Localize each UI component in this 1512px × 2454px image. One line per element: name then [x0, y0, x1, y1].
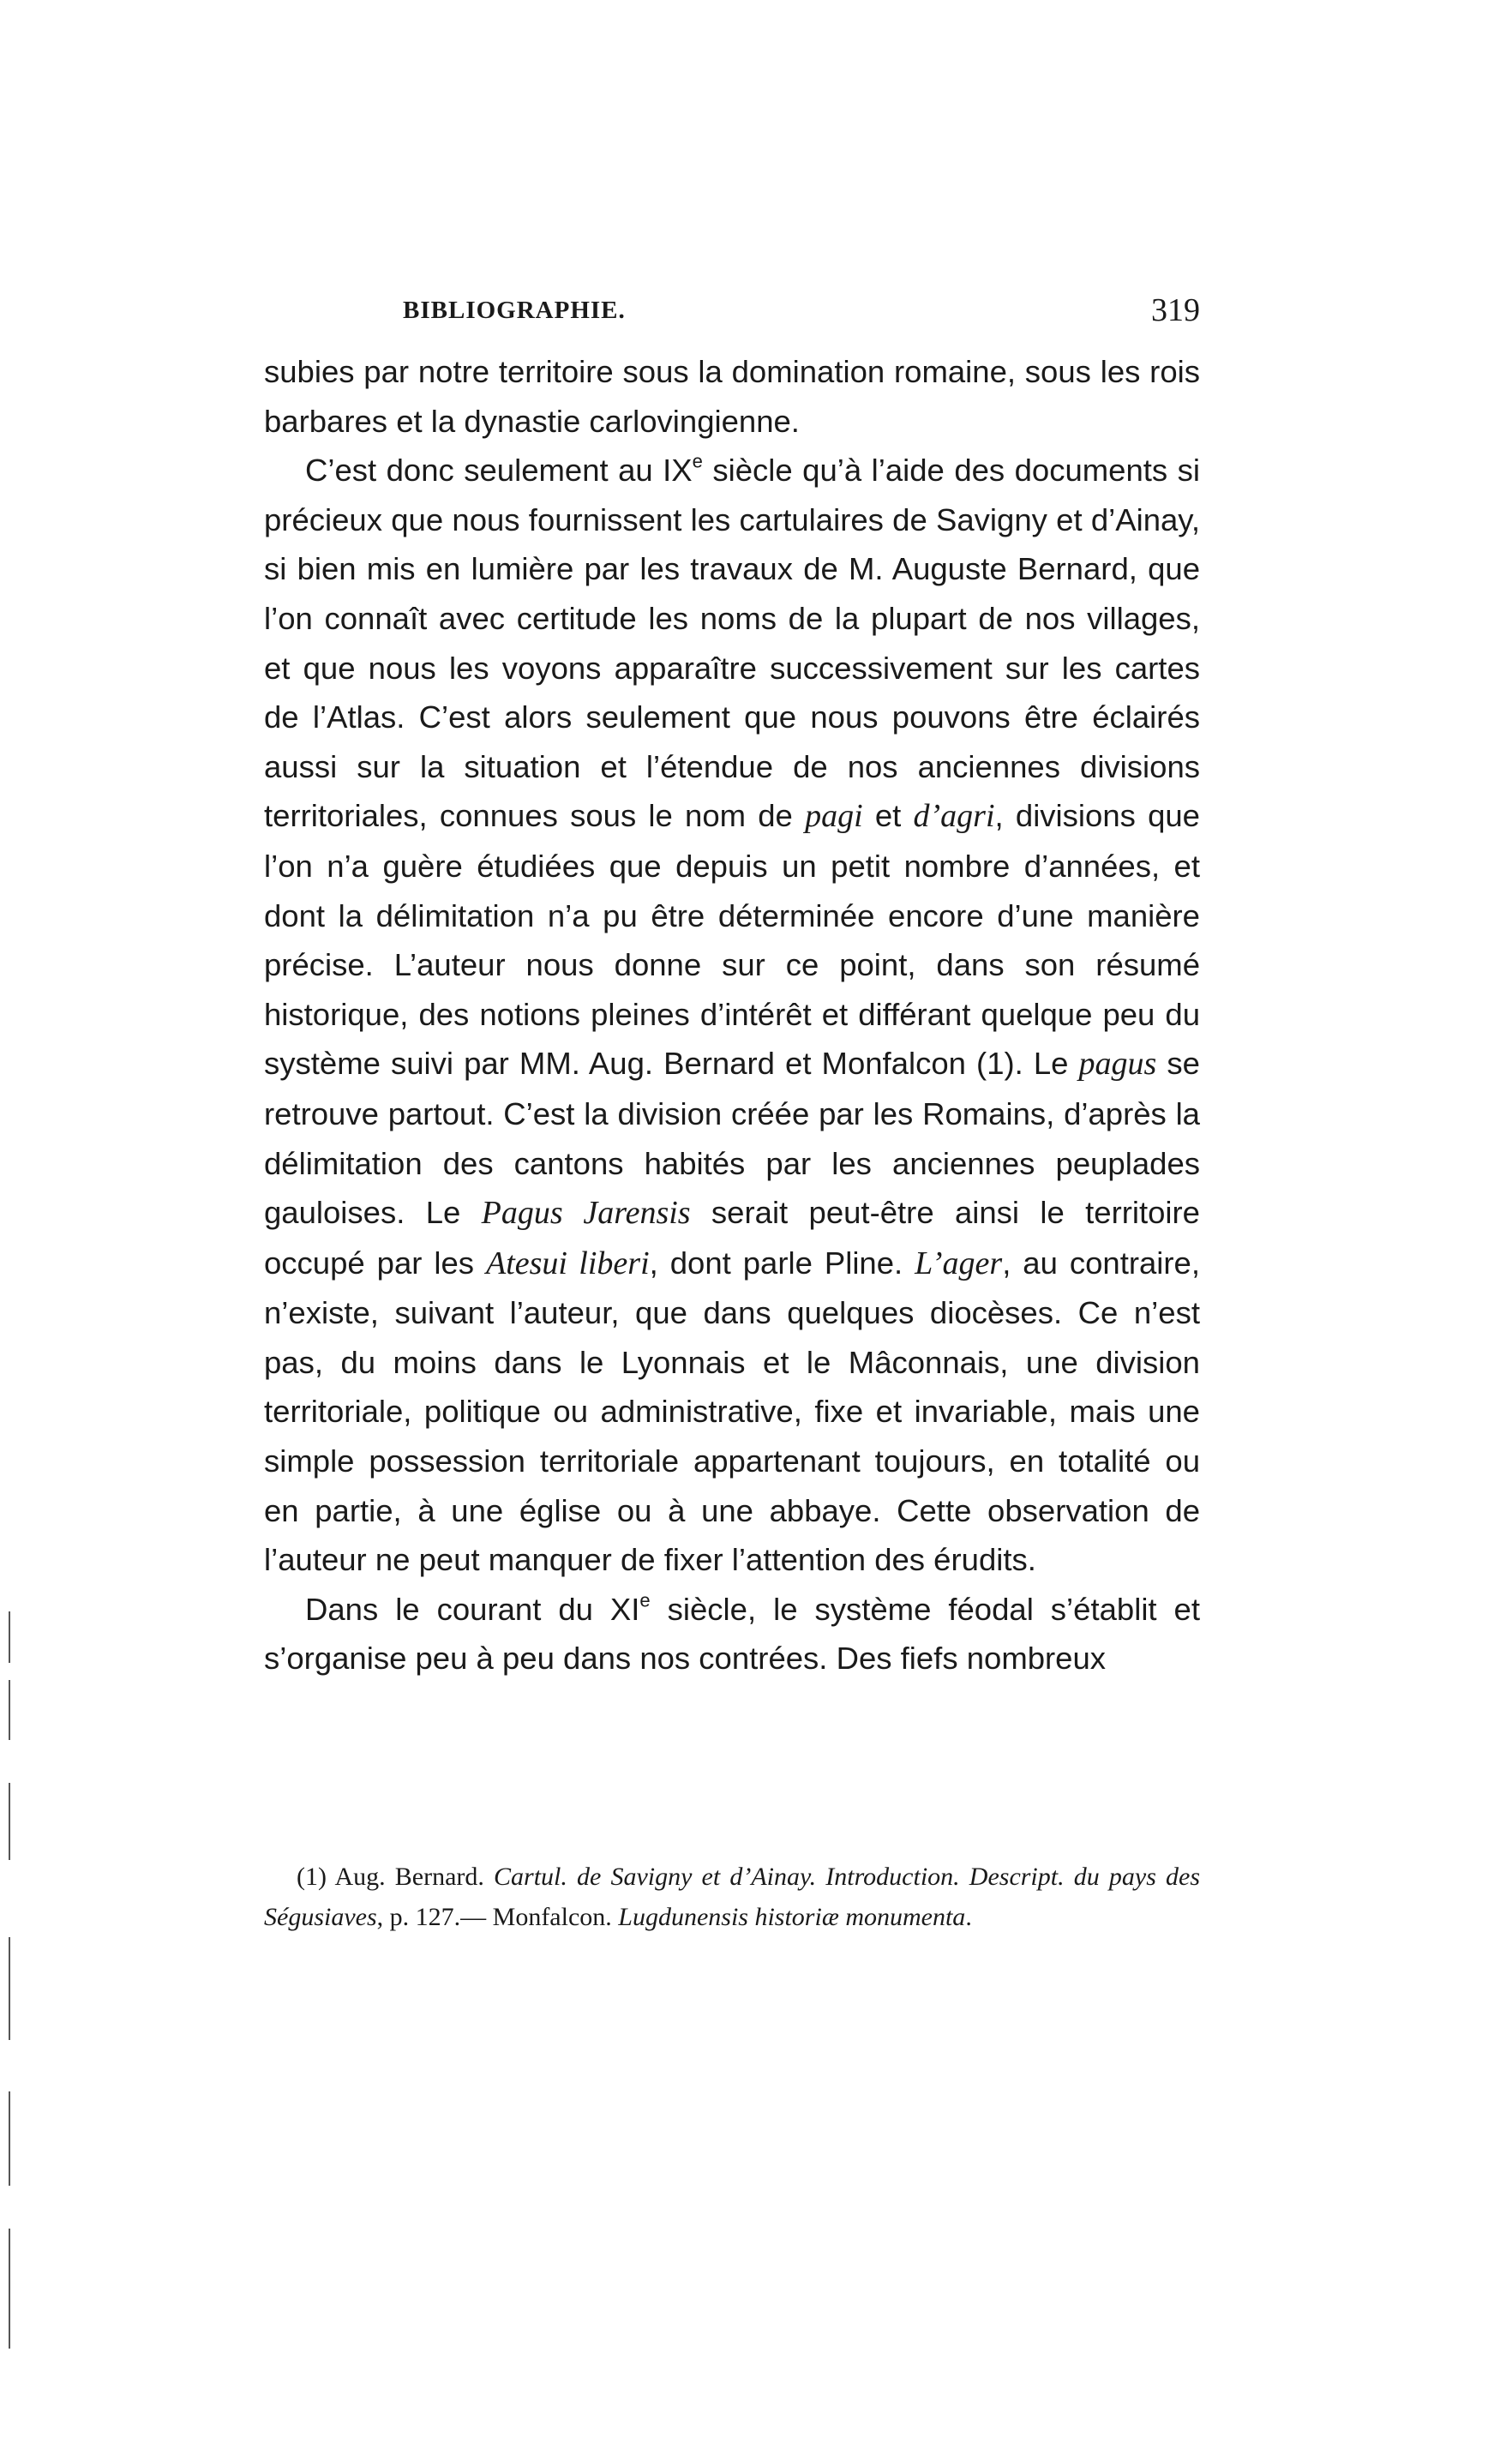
- page-number: 319: [1151, 292, 1200, 328]
- scan-artifact: [9, 2229, 10, 2349]
- scan-artifact: [9, 1611, 10, 1663]
- scan-artifact: [9, 1680, 10, 1740]
- italic-term: Pagus Jarensis: [481, 1195, 691, 1232]
- paragraph-3: Dans le courant du XIe siècle, le système féodal s’établit et s’organise peu à peu dans nos contrées. Des fiefs nombreux: [264, 1589, 1200, 1677]
- superscript: e: [639, 1589, 651, 1611]
- scan-artifact: [9, 1783, 10, 1860]
- running-head: [264, 292, 1200, 339]
- running-title: BIBLIOGRAPHIE.: [403, 297, 626, 324]
- italic-term: pagi: [805, 798, 863, 835]
- footnotes: [264, 1857, 1200, 1937]
- italic-term: L’ager: [915, 1245, 1003, 1281]
- body-text: [264, 347, 1200, 1683]
- italic-term: pagus: [1078, 1046, 1157, 1083]
- superscript: e: [692, 450, 703, 472]
- italic-title: Lugdunensis historiæ monumenta: [618, 1903, 966, 1931]
- paragraph-2: C’est donc seulement au IXe siècle qu’à l’aide des documents si précieux que nous fournissent les cartulaires de Savigny et d’Ainay, si bien mis en lumière par les travaux de M. Auguste Bernard, que l’on connaît avec certitude les noms de la plupart de nos villages, et que nous les voyons apparaître successivement sur les cartes de l’Atlas. C’est alors seulement que nous pouvons être éclairés aussi sur la situation et l’étendue de nos anciennes divisions territoriales, connues sous le nom de pagi et d’agri, divisions que l’on n’a guère étudiées que depuis un petit nombre d’années, et dont la délimitation n’a pu être déterminée encore d’une manière précise. L’auteur nous donne sur ce point, dans son résumé historique, des notions pleines d’intérêt et différant quelque peu du système suivi par MM. Aug. Bernard et Monfalcon (1). Le pagus se retrouve partout. C’est la division créée par les Romains, d’après la délimitation des cantons habités par les anciennes peuplades gauloises. Le Pagus Jarensis serait peut-être ainsi le territoire occupé par les Atesui liberi, dont parle Pline. L’ager, au contraire, n’existe, suivant l’auteur, que dans quelques diocèses. Ce n’est pas, du moins dans le Lyonnais et le Mâconnais, une division territoriale, politique ou administrative, fixe et invariable, mais une simple possession territoriale appartenant toujours, en totalité ou en partie, à une église ou à une abbaye. Cette observation de l’auteur ne peut manquer de fixer l’attention des érudits.: [264, 450, 1200, 1578]
- scan-artifact: [9, 1937, 10, 2040]
- italic-term: d’agri: [913, 798, 995, 835]
- footnote-1: (1) Aug. Bernard. Cartul. de Savigny et d’Ainay. Introduction. Descript. du pays des Ségusiaves, p. 127.— Monfalcon. Lugdunensis historiæ monumenta.: [264, 1863, 1200, 1931]
- italic-term: Atesui liberi: [486, 1245, 650, 1281]
- paragraph-1: subies par notre territoire sous la domination romaine, sous les rois barbares et la dynastie carlovingienne.: [264, 354, 1200, 439]
- italic-title: Cartul. de Savigny et d’Ainay. Introduction. Descript. du pays des Ségusiaves: [264, 1863, 1200, 1931]
- scan-artifact: [9, 2091, 10, 2186]
